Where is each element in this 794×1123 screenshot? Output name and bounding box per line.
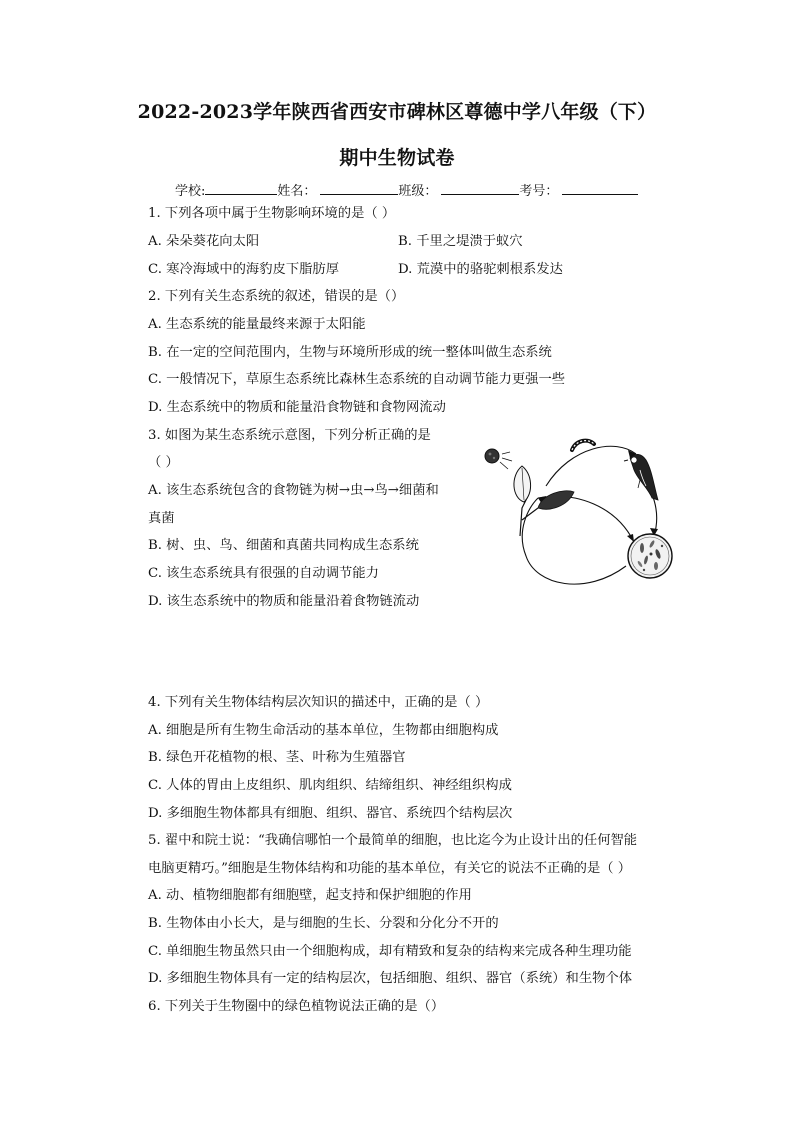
- question-3-option-c: C. 该生态系统具有很强的自动调节能力: [148, 566, 379, 581]
- name-blank[interactable]: [320, 182, 398, 195]
- question-4-option-c: C. 人体的胃由上皮组织、肌肉组织、结缔组织、神经组织构成: [148, 778, 512, 793]
- question-4-option-b: B. 绿色开花植物的根、茎、叶称为生殖器官: [148, 750, 406, 765]
- question-2-option-c: C. 一般情况下，草原生态系统比森林生态系统的自动调节能力更强一些: [148, 372, 566, 387]
- school-blank[interactable]: [205, 182, 277, 195]
- ecosystem-diagram: [476, 436, 690, 590]
- question-6-stem: 6. 下列关于生物圈中的绿色植物说法正确的是（）: [148, 999, 445, 1014]
- question-2-option-d: D. 生态系统中的物质和能量沿食物链和食物网流动: [148, 400, 446, 415]
- question-2-option-a: A. 生态系统的能量最终来源于太阳能: [148, 317, 366, 332]
- number-label: 考号：: [519, 184, 559, 199]
- question-1-option-a: A. 朵朵葵花向太阳: [148, 234, 260, 249]
- exam-title-line1: 2022-2023学年陕西省西安市碑林区尊德中学八年级（下）: [137, 101, 657, 123]
- name-label: 姓名：: [277, 184, 317, 199]
- question-5-stem-cont: 电脑更精巧。”细胞是生物体结构和功能的基本单位，有关它的说法不正确的是（ ）: [148, 861, 632, 876]
- question-2-stem: 2. 下列有关生态系统的叙述，错误的是（）: [148, 289, 405, 304]
- question-3-option-a-cont: 真菌: [148, 511, 175, 526]
- bird-icon: [624, 454, 658, 500]
- question-3-option-a: A. 该生态系统包含的食物链为树→虫→鸟→细菌和: [148, 483, 439, 498]
- arc-top: [546, 446, 636, 486]
- class-blank[interactable]: [441, 182, 519, 195]
- question-3-option-b: B. 树、虫、鸟、细菌和真菌共同构成生态系统: [148, 538, 419, 553]
- bacteria-fungi-icon: [628, 534, 672, 578]
- question-1-stem: 1. 下列各项中属于生物影响环境的是（ ）: [148, 206, 396, 221]
- question-1-option-d: D. 荒漠中的骆驼刺根系发达: [398, 262, 563, 277]
- question-2-option-b: B. 在一定的空间范围内，生物与环境所形成的统一整体叫做生态系统: [148, 345, 552, 360]
- exam-title-line2: 期中生物试卷: [339, 147, 455, 169]
- arc-bottom: [522, 498, 626, 584]
- question-3-stem: 3. 如图为某生态系统示意图，下列分析正确的是: [148, 428, 431, 443]
- question-1-option-c: C. 寒冷海域中的海豹皮下脂肪厚: [148, 262, 340, 277]
- question-4-stem: 4. 下列有关生物体结构层次知识的描述中，正确的是（ ）: [148, 695, 489, 710]
- question-5-option-a: A. 动、植物细胞都有细胞壁，起支持和保护细胞的作用: [148, 888, 472, 903]
- question-5-option-c: C. 单细胞生物虽然只由一个细胞构成，却有精致和复杂的结构来完成各种生理功能: [148, 944, 632, 959]
- school-label: 学校:: [175, 184, 206, 199]
- question-4-option-a: A. 细胞是所有生物生命活动的基本单位，生物都由细胞构成: [148, 723, 499, 738]
- question-1-option-b: B. 千里之堤溃于蚁穴: [398, 234, 523, 249]
- student-info-line: [175, 180, 638, 199]
- question-4-option-d: D. 多细胞生物体都具有细胞、组织、器官、系统四个结构层次: [148, 806, 513, 821]
- question-5-option-b: B. 生物体由小长大，是与细胞的生长、分裂和分化分不开的: [148, 916, 499, 931]
- question-5-stem: 5. 翟中和院士说：“我确信哪怕一个最简单的细胞，也比迄今为止设计出的任何智能: [148, 833, 638, 848]
- question-3-stem-paren: （ ）: [148, 455, 179, 470]
- question-3-option-d: D. 该生态系统中的物质和能量沿着食物链流动: [148, 594, 420, 609]
- number-blank[interactable]: [562, 182, 638, 195]
- arrow-inner-to-bacteria: [627, 534, 634, 542]
- question-5-option-d: D. 多细胞生物体具有一定的结构层次，包括细胞、组织、器官（系统）和生物个体: [148, 971, 633, 986]
- class-label: 班级：: [398, 184, 438, 199]
- sun-icon: [485, 449, 512, 469]
- caterpillar-icon: [572, 441, 594, 450]
